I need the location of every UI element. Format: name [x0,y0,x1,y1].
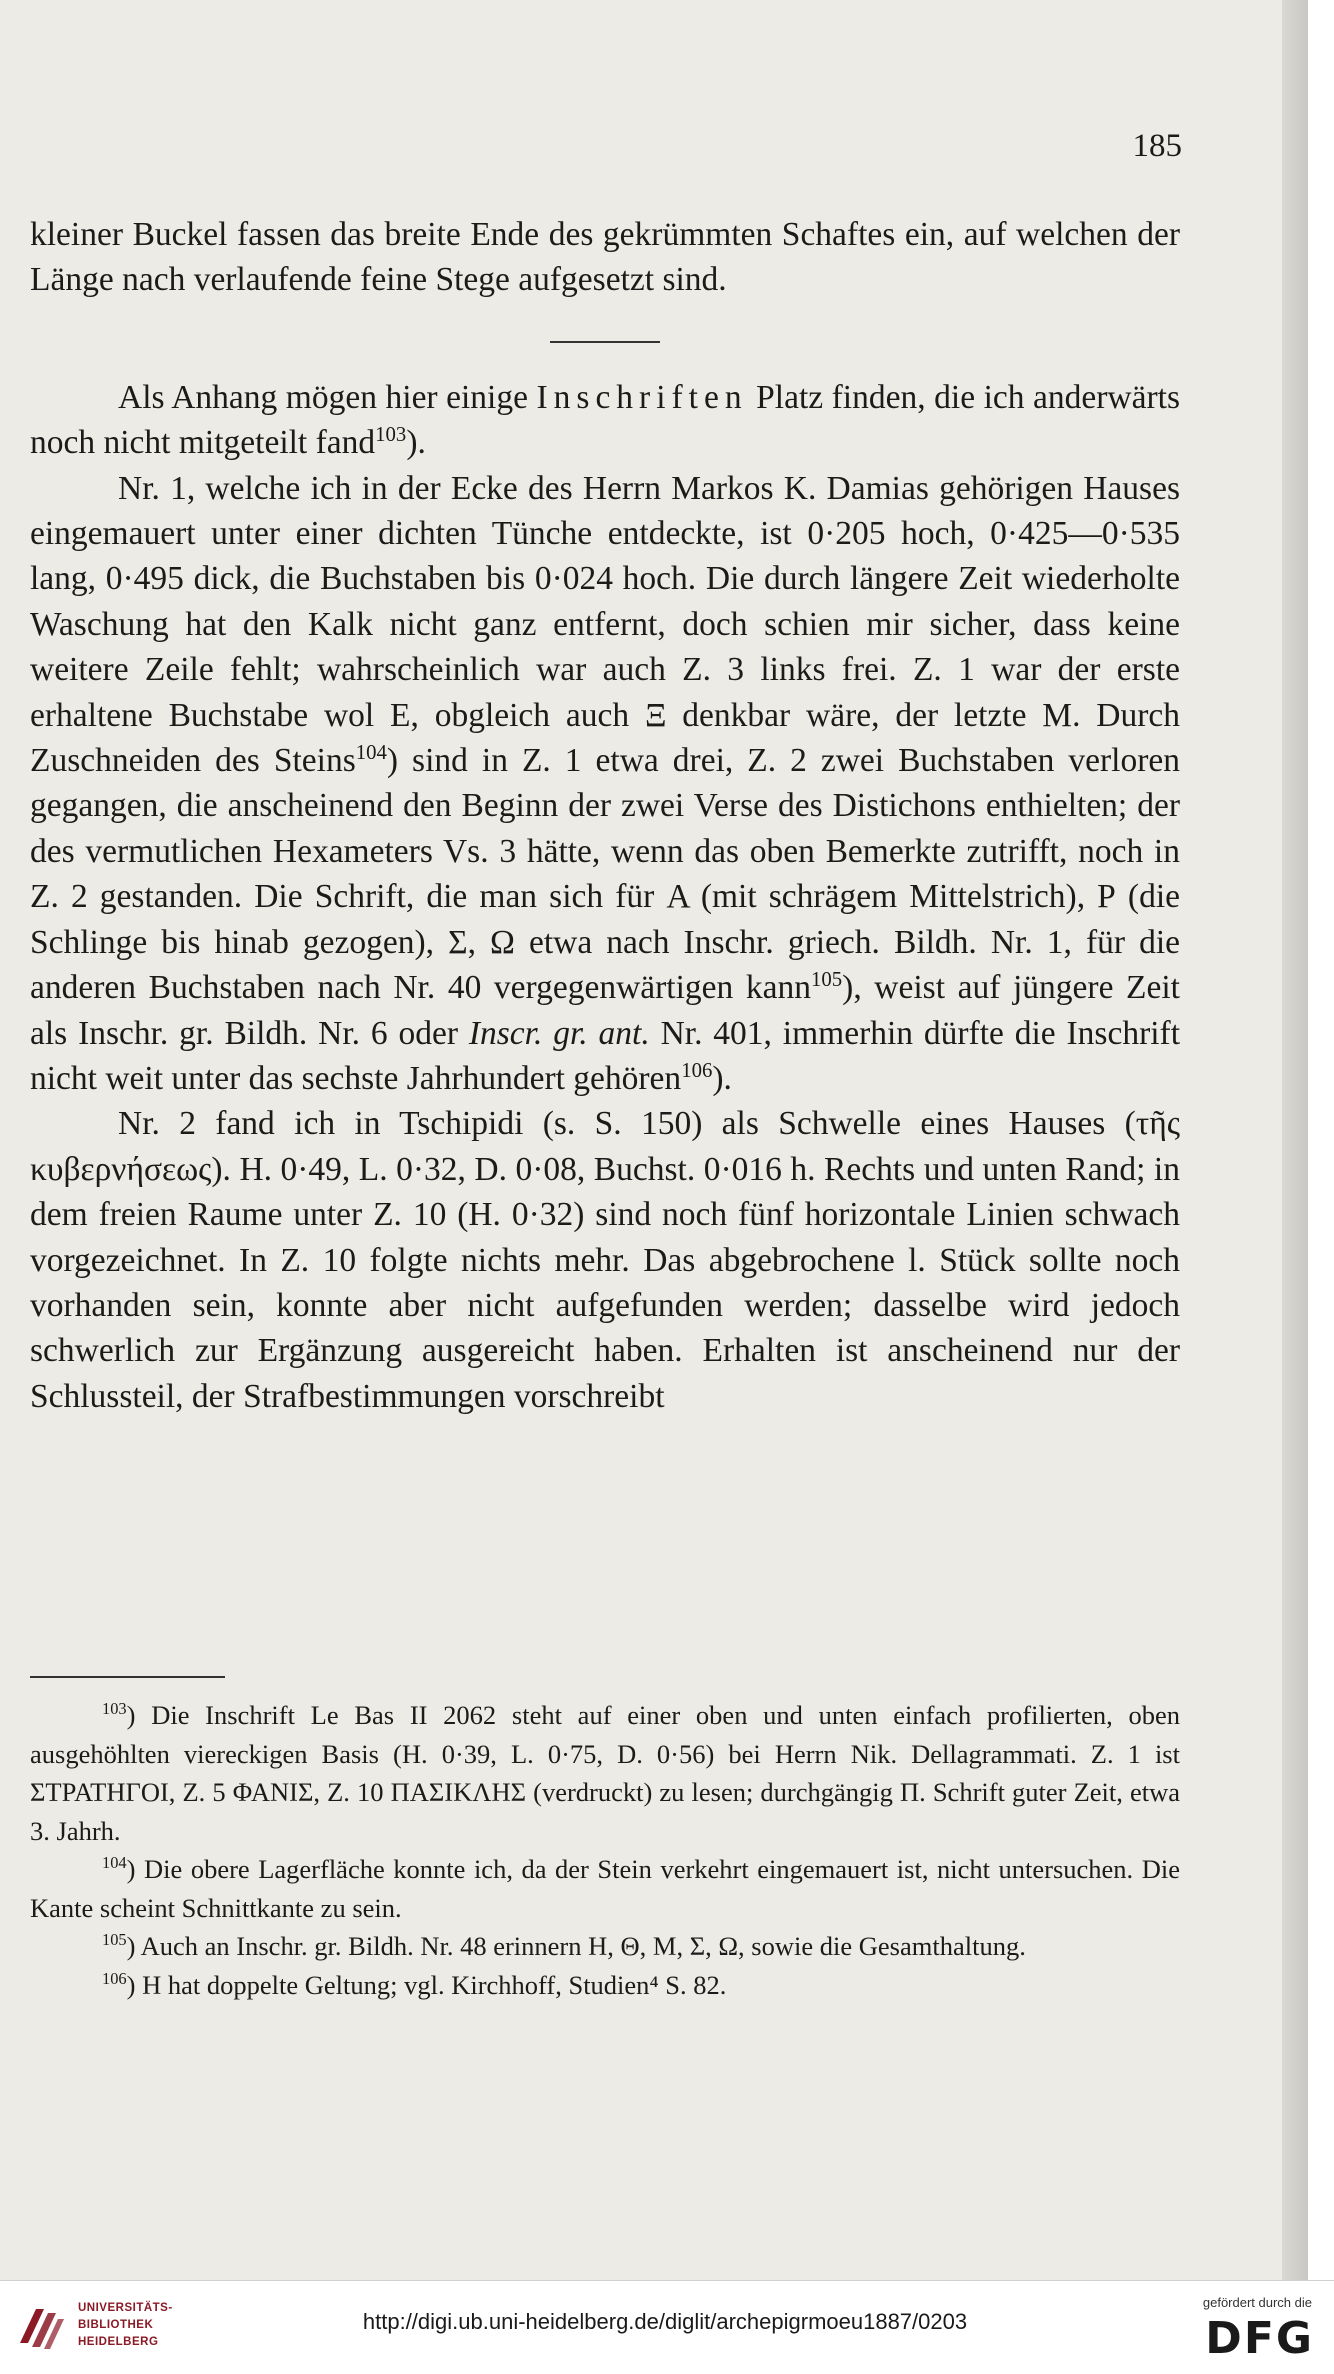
footnote-ref: 104 [355,740,387,764]
paragraph-appendix: Als Anhang mögen hier einige Inschriften Platz finden, die ich anderwärts noch nicht mitgeteilt fand$^{103}$). [30,378,1180,462]
paragraph-continuation: kleiner Buckel fassen das breite Ende des gekrümmten Schaftes ein, auf welchen der Länge nach verlaufende feine Stege aufgesetzt sind. [30,216,1180,299]
library-name[interactable]: UNIVERSITÄTS- BIBLIOTHEK HEIDELBERG [78,2302,173,2348]
footnote-ref: 103 [375,423,407,447]
page-number: 185 [1132,128,1182,164]
footnote-ref: 105 [811,967,843,991]
footnotes [30,1696,1180,2004]
paragraph-nr1: Nr. 1, welche ich in der Ecke des Herrn Markos K. Damias gehörigen Hauses eingemauert unter einer dichten Tünche entdeckte, ist 0·205 hoch, 0·425—0·535 lang, 0·495 dick, die Buchstaben bis 0·024 hoch. Die durch längere Zeit wiederholte Waschung hat den Kalk nicht ganz entfernt, doch schien mir sicher, dass keine weitere Zeile fehlt; wahrscheinlich war auch Z. 3 links frei. Z. 1 war der erste erhaltene Buchstabe wol Ε, obgleich auch Ξ denkbar wäre, der letzte Μ. Durch Zuschneiden des Steins$^{104}$) sind in Z. 1 etwa drei, Z. 2 zwei Buchstaben verloren gegangen, die anscheinend den Beginn der zwei Verse des Distichons enthielten; der des vermutlichen Hexameters Vs. 3 hätte, wenn das oben Bemerkte zutrifft, noch in Z. 2 gestanden. Die Schrift, die man sich für Α (mit schrägem Mittelstrich), Ρ (die Schlinge bis hinab gezogen), Σ, Ω etwa nach Inschr. griech. Bildh. Nr. 1, für die anderen Buchstaben nach Nr. 40 vergegenwärtigen kann$^{105}$), weist auf jüngere Zeit als Inschr. gr. Bildh. Nr. 6 oder Inscr. gr. ant. Nr. 401, immerhin dürfte die Inschrift nicht weit unter das sechste Jahrhundert gehören$^{106}$). [30,469,1181,1097]
body-text [30,212,1180,1419]
permalink-url[interactable]: http://digi.ub.uni-heidelberg.de/diglit/archepigrmoeu1887/0203 [362,2309,968,2334]
funded-by-label: gefördert durch die [1202,2295,1312,2310]
footnote: $^{105}$) Auch an Inschr. gr. Bildh. Nr. 48 erinnern Η, Θ, Μ, Σ, Ω, sowie die Gesamthaltung. [102,1930,1026,1961]
footnote-rule [30,1676,225,1678]
viewer-footer [0,2280,1334,2374]
section-separator [550,341,660,343]
page-edge-shadow [1282,0,1308,2280]
footnote: $^{103}$) Die Inschrift Le Bas II 2062 steht auf einer oben und unten einfach profilierten, oben ausgehöhlten viereckigen Basis (H. 0·39, L. 0·75, D. 0·56) bei Herrn Nik. Dellagrammati. Z. 1 ist ΣΤΡΑΤΗΓΟΙ, Z. 5 ΦΑΝΙΣ, Z. 10 ΠΑΣΙΚΛΗΣ (verdruckt) zu lesen; durchgängig Π. Schrift guter Zeit, etwa 3. Jahrh. [30,1699,1180,1846]
footnote: $^{104}$) Die obere Lagerfläche konnte ich, da der Stein verkehrt eingemauert ist, nicht untersuchen. Die Kante scheint Schnittkante zu sein. [30,1853,1180,1923]
spaced-word: Inschriften [536,378,748,416]
footnote: $^{106}$) Η hat doppelte Geltung; vgl. Kirchhoff, Studien⁴ S. 82. [102,1968,727,2000]
dfg-logo[interactable]: DFG [1205,2313,1314,2364]
footnote-ref: 106 [681,1058,713,1082]
italic-citation: Inscr. gr. ant. [468,1014,650,1052]
ub-heidelberg-logo-icon[interactable] [14,2299,70,2355]
paragraph-nr2: Nr. 2 fand ich in Tschipidi (s. S. 150) als Schwelle eines Hauses (τῆς κυβερνήσεως). H. 0·49, L. 0·32, D. 0·08, Buchst. 0·016 h. Rechts und unten Rand; in dem freien Raume unter Z. 10 (H. 0·32) sind noch fünf horizontale Linien schwach vorgezeichnet. In Z. 10 folgte nichts mehr. Das abgebrochene l. Stück sollte noch vorhanden sein, konnte aber nicht aufgefunden werden; dasselbe wird jedoch schwerlich zur Ergänzung ausgereicht haben. Erhalten ist anscheinend nur der Schlussteil, der Strafbestimmungen vorschreibt [30,1105,1180,1415]
